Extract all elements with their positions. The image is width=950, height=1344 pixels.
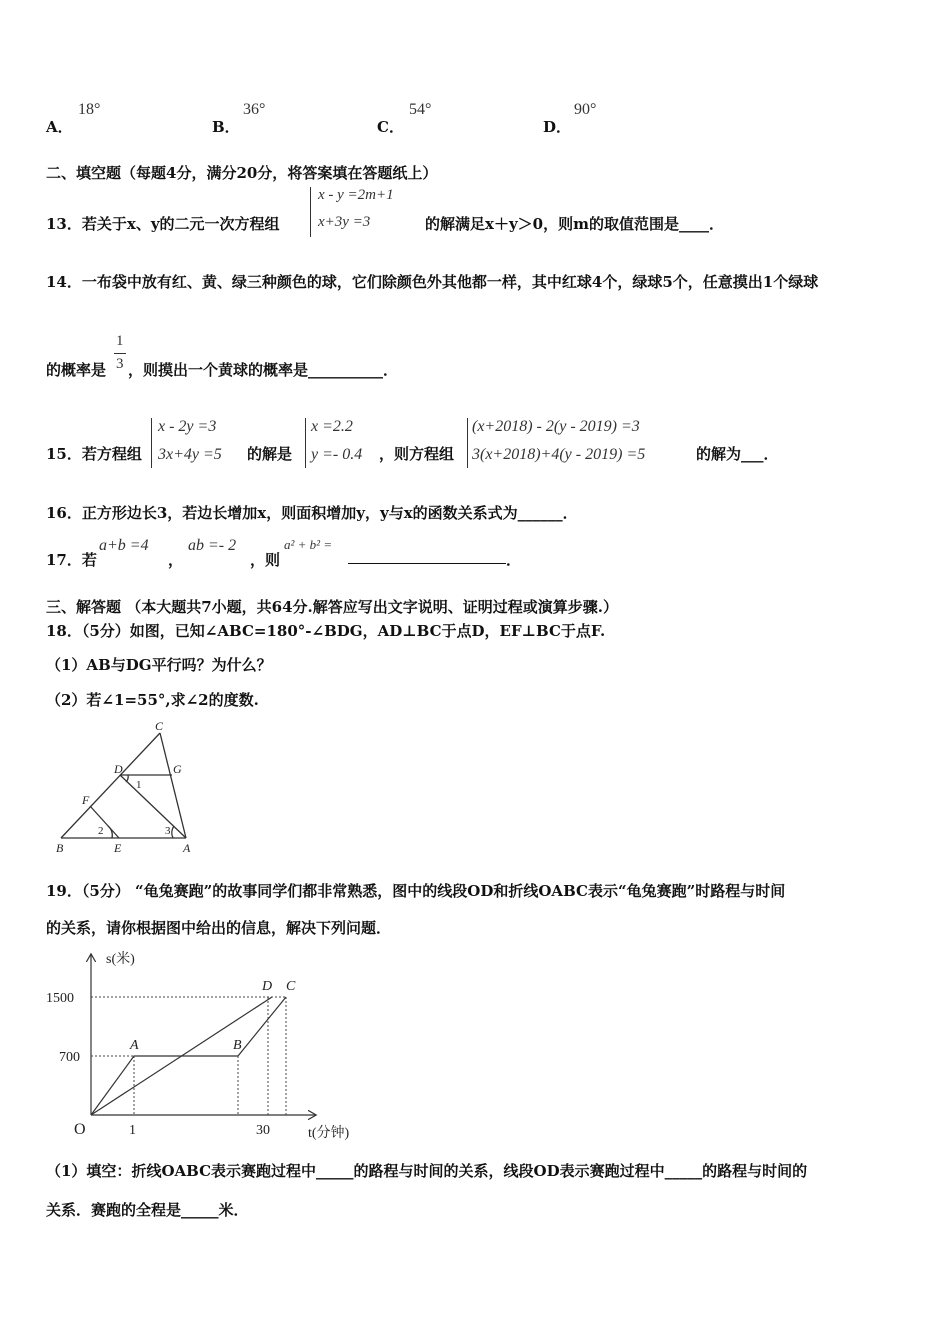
q15-sys2-eq1: x =2.2 bbox=[311, 418, 353, 435]
q18-part1: （1）AB与DG平行吗？为什么？ bbox=[46, 656, 272, 674]
q15-suffix: 的解为___． bbox=[696, 445, 779, 463]
q14-frac-num: 1 bbox=[116, 333, 124, 349]
q17-comma1: ， bbox=[168, 551, 184, 569]
label-angle-3: 3 bbox=[165, 825, 171, 837]
q16-text: 16．正方形边长3，若边长增加x，则面积增加y，y与x的函数关系式为______． bbox=[46, 504, 578, 522]
x-tick-30: 30 bbox=[256, 1123, 270, 1138]
section3-heading: 三、解答题 （本大题共7小题，共64分.解答应写出文字说明、证明过程或演算步骤.） bbox=[46, 598, 618, 616]
q13-prefix: 13．若关于x、y的二元一次方程组 bbox=[46, 215, 280, 233]
angle-3-arc bbox=[172, 826, 174, 838]
q14-line2-prefix: 的概率是 bbox=[46, 361, 107, 379]
q15-mid1: 的解是 bbox=[247, 445, 293, 463]
q19-line2: 的关系，请你根据图中给出的信息，解决下列问题． bbox=[46, 919, 392, 937]
q19-race-graph bbox=[40, 945, 370, 1145]
q15-sys3-eq2: 3(x+2018)+4(y - 2019) =5 bbox=[472, 446, 646, 463]
q14-line1: 14．一布袋中放有红、黄、绿三种颜色的球，它们除颜色外其他都一样，其中红球4个，绿球5个，任意摸出1个绿球 bbox=[46, 273, 819, 291]
q15-sys3-eq1: (x+2018) - 2(y - 2019) =3 bbox=[472, 418, 640, 435]
origin-label: O bbox=[74, 1121, 86, 1138]
label-angle-2: 2 bbox=[98, 825, 104, 837]
option-b-letter: B． bbox=[212, 118, 240, 136]
line-od bbox=[91, 997, 272, 1115]
label-b: B bbox=[56, 841, 64, 855]
q15-sys2-eq2: y =- 0.4 bbox=[311, 446, 363, 463]
q17-answer-blank[interactable] bbox=[348, 549, 506, 564]
q18-triangle-figure bbox=[50, 718, 200, 858]
q17-suffix: ． bbox=[506, 551, 522, 569]
q13-suffix: 的解满足x＋y＞0，则m的取值范围是____． bbox=[425, 215, 724, 233]
q17-expr3: a² + b² = bbox=[284, 537, 333, 552]
q14-frac-line bbox=[114, 353, 126, 354]
q13-eq1: x - y =2m+1 bbox=[318, 187, 394, 203]
label-a: A bbox=[183, 841, 191, 855]
point-c-label: C bbox=[286, 979, 296, 994]
q19-part1-line2: 关系．赛跑的全程是_____米． bbox=[46, 1201, 249, 1219]
y-tick-1500: 1500 bbox=[46, 991, 74, 1006]
label-e: E bbox=[114, 841, 122, 855]
q19-line1: 19．（5分） “龟兔赛跑”的故事同学们都非常熟悉，图中的线段OD和折线OABC表示“龟兔赛跑”时路程与时间 bbox=[46, 882, 786, 900]
option-c-letter: C． bbox=[377, 118, 404, 136]
q13-eq2: x+3y =3 bbox=[318, 214, 371, 230]
option-a-letter: A． bbox=[46, 118, 73, 136]
option-b-value: 36° bbox=[243, 101, 266, 118]
q17-mid: ，则 bbox=[250, 551, 281, 569]
q15-sys1-eq1: x - 2y =3 bbox=[158, 418, 217, 435]
q17-expr2: ab =- 2 bbox=[188, 537, 237, 554]
label-d: D bbox=[114, 762, 123, 776]
x-axis-label: t(分钟) bbox=[308, 1126, 350, 1141]
q15-sys1-eq2: 3x+4y =5 bbox=[158, 446, 222, 463]
point-b-label: B bbox=[233, 1038, 242, 1053]
section2-heading: 二、填空题（每题4分，满分20分，将答案填在答题纸上） bbox=[46, 164, 438, 182]
angle-2-arc bbox=[108, 826, 112, 838]
q15-brace2 bbox=[305, 418, 310, 468]
label-f: F bbox=[82, 793, 90, 807]
q17-expr1: a+b =4 bbox=[99, 537, 149, 554]
angle-1-arc bbox=[126, 775, 128, 782]
label-angle-1: 1 bbox=[136, 779, 142, 791]
option-a-value: 18° bbox=[78, 101, 101, 118]
q14-line2-suffix: ，则摸出一个黄球的概率是__________． bbox=[128, 361, 399, 379]
option-c-value: 54° bbox=[409, 101, 432, 118]
q18-part2: （2）若∠1=55°,求∠2的度数. bbox=[46, 691, 259, 709]
line-fe bbox=[90, 806, 119, 838]
x-tick-1: 1 bbox=[129, 1123, 136, 1138]
point-d-label: D bbox=[262, 979, 273, 994]
label-g: G bbox=[173, 762, 182, 776]
line-da bbox=[120, 775, 186, 838]
line-ca bbox=[160, 733, 186, 838]
y-tick-700: 700 bbox=[59, 1050, 80, 1065]
label-c: C bbox=[155, 719, 164, 733]
line-cb bbox=[61, 733, 160, 838]
q15-mid2: ，则方程组 bbox=[379, 445, 455, 463]
q14-frac-den: 3 bbox=[116, 356, 124, 372]
q17-prefix: 17．若 bbox=[46, 551, 97, 569]
point-a-label: A bbox=[130, 1038, 139, 1053]
q19-part1-line1: （1）填空：折线OABC表示赛跑过程中_____的路程与时间的关系，线段OD表示赛跑过程中_____的路程与时间的 bbox=[46, 1162, 808, 1180]
q15-brace1 bbox=[151, 418, 156, 468]
option-d-letter: D． bbox=[543, 118, 572, 136]
q13-brace bbox=[310, 187, 315, 237]
q18-stem: 18．（5分）如图，已知∠ABC=180°-∠BDG，AD⊥BC于点D，EF⊥BC于点F. bbox=[46, 622, 606, 640]
y-axis-label: s(米) bbox=[106, 952, 135, 967]
option-d-value: 90° bbox=[574, 101, 597, 118]
q15-prefix: 15．若方程组 bbox=[46, 445, 142, 463]
